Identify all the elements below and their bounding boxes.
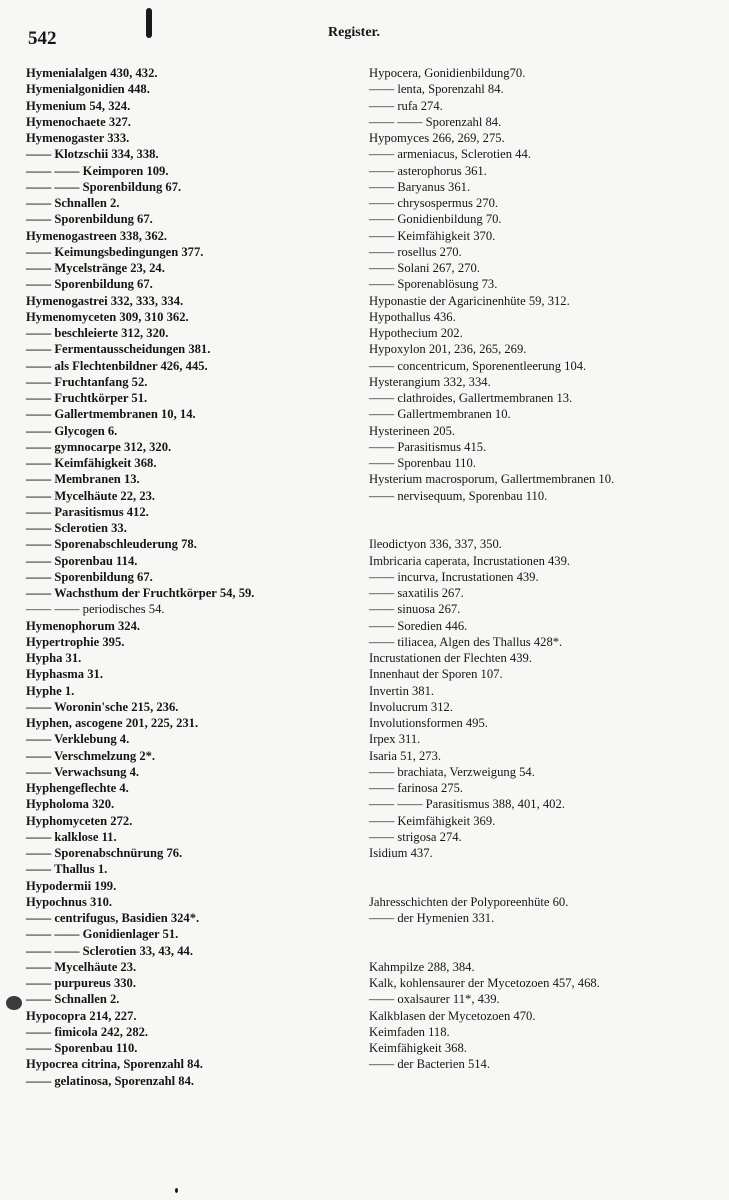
index-entry: —— Parasitismus 415. (369, 439, 487, 454)
index-entry: —— —— Parasitismus 388, 401, 402. (369, 797, 565, 812)
index-entry: Keimfähigkeit 368. (369, 1041, 467, 1055)
index-entry: —— Sporenabschnürung 76. (26, 846, 183, 860)
index-entry: Isidium 437. (369, 846, 433, 860)
index-entry: —— Schnallen 2. (26, 196, 120, 210)
index-entry: Hypocopra 214, 227. (26, 1008, 137, 1023)
index-entry: —— Thallus 1. (26, 862, 108, 877)
section-gap (369, 943, 704, 959)
index-entry: Hypertrophie 395. (26, 634, 125, 649)
index-entry: —— concentricum, Sporenentleerung 104. (369, 358, 587, 373)
index-entry: —— Gallertmembranen 10, 14. (26, 407, 196, 422)
index-entry: —— brachiata, Verzweigung 54. (369, 764, 535, 779)
index-entry: —— Baryanus 361. (369, 179, 471, 194)
index-entry: —— fimicola 242, 282. (26, 1024, 149, 1039)
index-entry: —— Gonidienbildung 70. (369, 212, 502, 227)
index-entry: Hysterineen 205. (369, 423, 456, 438)
index-entry: —— rosellus 270. (369, 244, 462, 259)
index-entry: —— clathroides, Gallertmembranen 13. (369, 391, 573, 405)
index-entry: Hyponastie der Agaricinenhüte 59, 312. (369, 293, 570, 308)
index-entry: Hypothecium 202. (369, 326, 463, 340)
index-entry: —— —— periodisches 54. (26, 602, 165, 617)
index-entry: —— rufa 274. (369, 98, 443, 113)
index-entry: Hyphasma 31. (26, 667, 103, 682)
index-entry: —— Membranen 13. (26, 472, 140, 487)
index-entry: —— Schnallen 2. (26, 992, 120, 1007)
index-entry: Hypothallus 436. (369, 309, 456, 324)
index-entry: —— —— Sporenbildung 67. (26, 179, 182, 194)
index-entry: —— gelatinosa, Sporenzahl 84. (26, 1073, 195, 1088)
index-entry: —— als Flechtenbildner 426, 445. (26, 358, 208, 373)
index-entry: Hymenophorum 324. (26, 618, 141, 633)
index-entry: Hysterangium 332, 334. (369, 374, 491, 389)
index-entry: —— sinuosa 267. (369, 602, 461, 617)
index-entry: Hypocrea citrina, Sporenzahl 84. (26, 1057, 203, 1072)
index-entry: —— —— Sclerotien 33, 43, 44. (26, 943, 193, 958)
page-number: 542 (28, 28, 57, 49)
index-entry: —— Woronin'sche 215, 236. (26, 699, 179, 714)
index-entry: —— purpureus 330. (26, 976, 136, 990)
ink-blot-mark (6, 996, 22, 1010)
index-entry: —— Mycelstränge 23, 24. (26, 261, 165, 275)
index-entry: Hyphomyceten 272. (26, 813, 133, 828)
index-entry: Hymenochaete 327. (26, 114, 131, 129)
section-gap (369, 861, 704, 877)
index-entry: Hyphen, ascogene 201, 225, 231. (26, 716, 199, 730)
index-entry: —— Sporenbau 114. (26, 553, 138, 568)
index-entry: —— —— Keimporen 109. (26, 163, 169, 178)
index-entry: Hymenomyceten 309, 310 362. (26, 309, 189, 324)
index-entry: Hymenialgonidien 448. (26, 82, 150, 97)
index-entry: —— Verwachsung 4. (26, 764, 140, 779)
index-entry: Kahmpilze 288, 384. (369, 959, 475, 974)
section-gap (369, 878, 704, 894)
index-entry: —— Klotzschii 334, 338. (26, 147, 159, 162)
ink-blot-mark (146, 8, 152, 38)
index-entry: —— Verschmelzung 2*. (26, 748, 156, 763)
index-entry: —— Sclerotien 33. (26, 521, 127, 535)
index-entry: Hypoxylon 201, 236, 265, 269. (369, 342, 527, 357)
index-entry: Jahresschichten der Polyporeenhüte 60. (369, 894, 569, 909)
index-column-right (369, 65, 704, 1073)
index-entry: —— Sporenabschleuderung 78. (26, 537, 197, 552)
index-entry: Irpex 311. (369, 732, 421, 747)
index-column-left (26, 65, 361, 1089)
index-entry: Hymenogastrei 332, 333, 334. (26, 293, 184, 308)
index-entry: Invertin 381. (369, 683, 435, 698)
index-entry: —— Sporenbildung 67. (26, 212, 153, 227)
index-entry: —— Keimungsbedingungen 377. (26, 244, 204, 259)
index-entry: —— Soredien 446. (369, 618, 468, 633)
index-entry: —— beschleierte 312, 320. (26, 326, 169, 340)
index-entry: —— Keimfähigkeit 370. (369, 228, 496, 243)
index-entry: —— gymnocarpe 312, 320. (26, 439, 172, 454)
index-entry: —— —— Gonidienlager 51. (26, 927, 179, 942)
index-entry: —— Keimfähigkeit 369. (369, 813, 496, 828)
index-entry: —— chrysospermus 270. (369, 196, 499, 210)
index-entry: Hymenium 54, 324. (26, 98, 131, 113)
index-entry: Involutionsformen 495. (369, 716, 488, 730)
index-entry: —— —— Sporenzahl 84. (369, 114, 502, 129)
index-entry: —— Wachsthum der Fruchtkörper 54, 59. (26, 586, 255, 600)
index-entry: —— lenta, Sporenzahl 84. (369, 82, 504, 97)
index-entry: —— der Bacterien 514. (369, 1057, 490, 1072)
index-entry: —— Glycogen 6. (26, 423, 118, 438)
index-entry: Hypochnus 310. (26, 894, 113, 909)
index-entry: —— Parasitismus 412. (26, 504, 149, 519)
index-entry: Involucrum 312. (369, 699, 453, 714)
index-entry: —— saxatilis 267. (369, 586, 464, 600)
index-entry: Hymenialalgen 430, 432. (26, 66, 158, 80)
index-entry: —— strigosa 274. (369, 829, 462, 844)
index-entry: Keimfaden 118. (369, 1024, 450, 1039)
index-entry: Hypomyces 266, 269, 275. (369, 131, 505, 145)
index-entry: —— Sporenablösung 73. (369, 277, 498, 292)
index-entry: —— Solani 267, 270. (369, 261, 480, 275)
index-entry: —— Fruchtkörper 51. (26, 391, 148, 405)
index-entry: —— Mycelhäute 22, 23. (26, 488, 156, 503)
index-entry: Hysterium macrosporum, Gallertmembranen 10. (369, 472, 615, 487)
index-entry: —— Sporenbildung 67. (26, 277, 153, 292)
index-entry: Hyphe 1. (26, 683, 75, 698)
index-entry: —— der Hymenien 331. (369, 911, 495, 925)
section-gap (369, 926, 704, 942)
index-entry: —— Sporenbau 110. (369, 456, 476, 470)
index-entry: Isaria 51, 273. (369, 748, 442, 763)
index-entry: —— Keimfähigkeit 368. (26, 456, 157, 470)
section-gap (369, 504, 704, 520)
index-entry: Hypodermii 199. (26, 878, 117, 893)
index-entry: Ileodictyon 336, 337, 350. (369, 537, 502, 552)
index-entry: Hyphengeflechte 4. (26, 781, 129, 795)
index-entry: —— Sporenbildung 67. (26, 569, 153, 584)
index-entry: —— nervisequum, Sporenbau 110. (369, 488, 548, 503)
index-entry: —— asterophorus 361. (369, 163, 487, 178)
index-entry: Hypholoma 320. (26, 797, 115, 812)
index-entry: —— centrifugus, Basidien 324*. (26, 911, 200, 925)
index-entry: —— oxalsaurer 11*, 439. (369, 992, 500, 1007)
index-entry: Innenhaut der Sporen 107. (369, 667, 503, 682)
index-entry: —— farinosa 275. (369, 781, 464, 795)
index-entry: —— Verklebung 4. (26, 732, 130, 747)
section-gap (369, 520, 704, 536)
index-entry: —— Fruchtanfang 52. (26, 374, 148, 389)
index-entry: Hypha 31. (26, 651, 82, 665)
index-entry: —— Sporenbau 110. (26, 1041, 138, 1055)
index-entry: Hymenogastreen 338, 362. (26, 228, 168, 243)
index-entry: —— tiliacea, Algen des Thallus 428*. (369, 634, 563, 649)
index-entry: Hymenogaster 333. (26, 131, 130, 145)
index-entry: —— Mycelhäute 23. (26, 959, 137, 974)
index-entry: Kalk, kohlensaurer der Mycetozoen 457, 468. (369, 976, 600, 990)
ink-speck-mark (175, 1188, 178, 1193)
index-entry: Incrustationen der Flechten 439. (369, 651, 532, 665)
index-entry: —— incurva, Incrustationen 439. (369, 569, 539, 584)
index-entry: —— kalklose 11. (26, 829, 117, 844)
index-entry: Hypocera, Gonidienbildung70. (369, 66, 526, 80)
index-entry: —— armeniacus, Sclerotien 44. (369, 147, 531, 162)
running-head: Register. (328, 25, 380, 40)
index-entry: Kalkblasen der Mycetozoen 470. (369, 1008, 536, 1023)
index-entry: —— Fermentausscheidungen 381. (26, 342, 211, 357)
index-entry: —— Gallertmembranen 10. (369, 407, 511, 422)
index-entry: Imbricaria caperata, Incrustationen 439. (369, 553, 571, 568)
